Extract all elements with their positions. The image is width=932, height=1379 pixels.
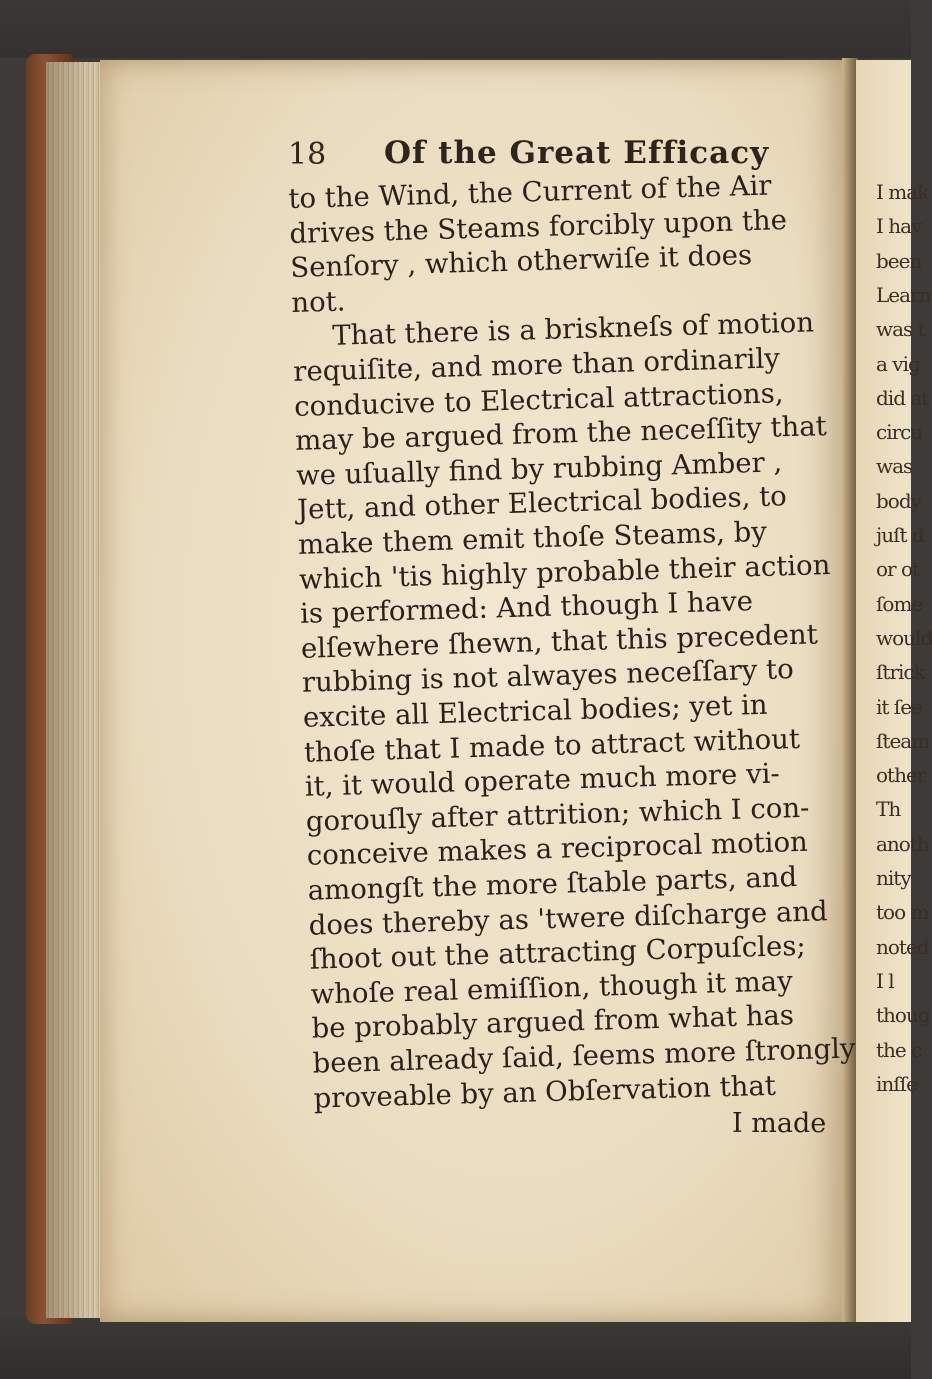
facing-page-fragment: body xyxy=(876,488,921,513)
text-line: make them emit thoſe Steams, by xyxy=(297,515,768,561)
text-line: thoſe that I made to attract without xyxy=(303,722,801,769)
facing-page-fragment: was t xyxy=(876,317,925,342)
text-line: requiſite, and more than ordinarily xyxy=(292,342,781,388)
text-line: excite all Electrical bodies; yet in xyxy=(302,688,768,734)
facing-page-fragment: a vig xyxy=(876,351,920,376)
facing-page-fragment: juſt d xyxy=(876,523,924,547)
facing-page-fragment: would xyxy=(876,625,932,650)
facing-page xyxy=(856,60,932,1322)
facing-page-fragment: I mak xyxy=(876,180,929,204)
text-line: we uſually find by rubbing Amber , xyxy=(295,446,783,492)
facing-page-fragment: circu xyxy=(876,420,923,445)
facing-page-fragment: other xyxy=(876,763,926,788)
facing-page-fragment: ſteam xyxy=(876,728,930,753)
text-line: whoſe real emiſſion, though it may xyxy=(310,965,794,1011)
facing-page-fragment: Th xyxy=(876,797,901,822)
text-line: been already ſaid, ſeems more ſtrongly xyxy=(312,1032,856,1080)
facing-page-fragment: nity xyxy=(876,866,911,890)
facing-page-fragment: I l xyxy=(876,968,894,993)
facing-page-fragment: thoug xyxy=(876,1003,930,1028)
text-line: does thereby as 'twere diſcharge and xyxy=(308,894,829,942)
text-line: rubbing is not alwayes neceſſary to xyxy=(301,653,795,700)
text-line: not. xyxy=(290,285,346,319)
text-line: gorouſly after attrition; which I con- xyxy=(305,791,810,838)
facing-page-fragment: noted xyxy=(876,934,929,959)
facing-page-fragment: Learn xyxy=(876,282,931,307)
text-line: Senſory , which otherwiſe it does xyxy=(289,239,753,285)
running-head: Of the Great Efficacy xyxy=(384,135,770,171)
facing-page-fragment: it ſee xyxy=(876,694,922,719)
page-fore-edge-shade xyxy=(46,62,106,1318)
backdrop-bottom xyxy=(0,1318,911,1379)
text-line: it, it would operate much more vi- xyxy=(304,757,781,803)
facing-page-fragment: ſome xyxy=(876,591,923,616)
facing-page-fragment: too m xyxy=(876,900,929,925)
facing-page-fragment: was xyxy=(876,454,913,479)
text-line: is performed: And though I have xyxy=(299,585,754,631)
text-line: may be argued from the neceſſity that xyxy=(294,410,828,458)
facing-page-fragment: or ot xyxy=(876,557,920,582)
text-line: to the Wind, the Current of the Air xyxy=(288,169,772,215)
text-line: elſewhere ſhewn, that this precedent xyxy=(300,618,819,665)
text-line: which 'tis highly probable their action xyxy=(298,548,831,596)
text-line: conceive makes a reciprocal motion xyxy=(306,826,809,873)
facing-page-fragment: the c xyxy=(876,1037,922,1062)
facing-page-fragment: been xyxy=(876,248,922,273)
facing-page-fragment: ſtrick xyxy=(876,660,925,685)
facing-page-fragment: I hav xyxy=(876,214,922,239)
text-line: be probably argued from what has xyxy=(311,999,795,1046)
text-line: amongſt the more ſtable parts, and xyxy=(307,861,798,907)
facing-page-fragment: inſſe xyxy=(876,1071,917,1096)
text-line: conducive to Electrical attractions, xyxy=(293,376,784,423)
text-line: Jett, and other Electrical bodies, to xyxy=(296,480,788,527)
text-line: drives the Steams forcibly upon the xyxy=(288,203,788,250)
catchword: I made xyxy=(732,1108,827,1139)
facing-page-fragment: anoth xyxy=(876,831,929,856)
facing-page-fragment: did at xyxy=(876,385,929,410)
backdrop-top xyxy=(0,0,911,58)
text-line: proveable by an Obſervation that xyxy=(313,1069,777,1115)
text-line: ſhoot out the attracting Corpuſcles; xyxy=(309,930,807,976)
page-number: 18 xyxy=(288,137,327,172)
text-line: That there is a briskneſs of motion xyxy=(331,306,815,353)
